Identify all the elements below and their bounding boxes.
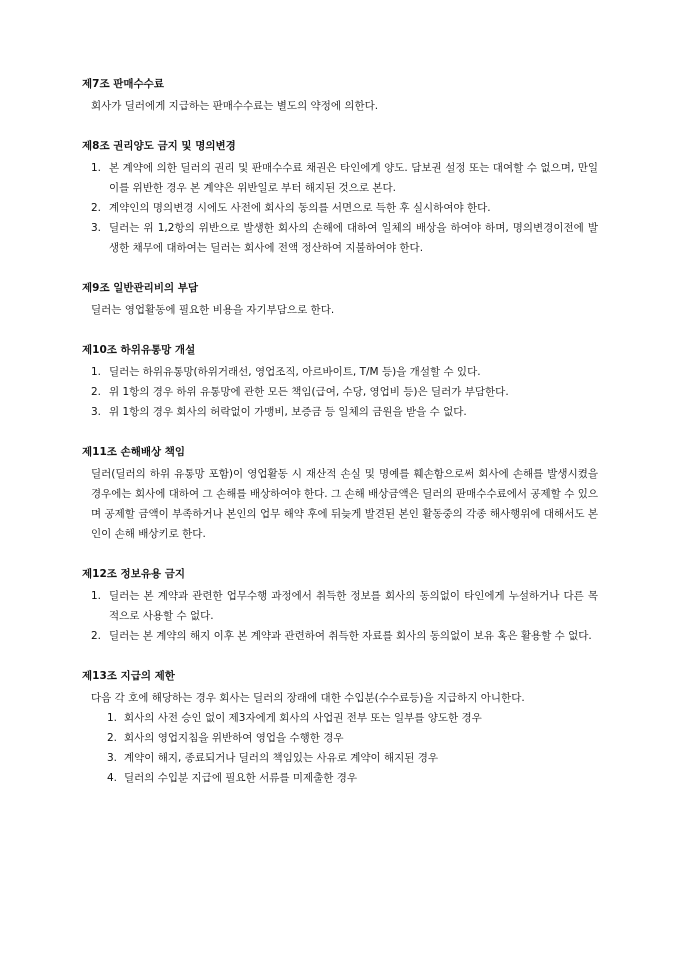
subclause-item: 4. 딜러의 수입분 지급에 필요한 서류를 미제출한 경우	[107, 772, 358, 784]
article-10	[82, 342, 598, 422]
clause-item: 1. 딜러는 본 계약과 관련한 업무수행 과정에서 취득한 정보를 회사의 동의없이 타인에게 누설하거나 다른 목적으로 사용할 수 없다.	[91, 590, 598, 622]
clause-item: 3. 위 1항의 경우 회사의 허락없이 가맹비, 보증금 등 일체의 금원을 받을 수 없다.	[91, 406, 467, 418]
article-heading: 제12조 정보유용 금지	[82, 568, 186, 580]
subclause-item: 1. 회사의 사전 승인 없이 제3자에게 회사의 사업권 전부 또는 일부를 양도한 경우	[107, 712, 482, 724]
subclause-item: 2. 회사의 영업지침을 위반하여 영업을 수행한 경우	[107, 732, 344, 744]
article-clause-list	[82, 586, 598, 646]
article-heading: 제9조 일반관리비의 부담	[82, 282, 199, 294]
clause-item: 1. 딜러는 하위유통망(하위거래선, 영업조직, 아르바이트, T/M 등)을 개설할 수 있다.	[91, 366, 481, 378]
subclause-item: 3. 계약이 해지, 종료되거나 딜러의 책임있는 사유로 계약이 해지된 경우	[107, 752, 439, 764]
article-11	[82, 444, 598, 544]
article-heading: 제7조 판매수수료	[82, 78, 164, 90]
article-body: 딜러는 영업활동에 필요한 비용을 자기부담으로 한다.	[91, 304, 335, 316]
article-heading: 제8조 권리양도 금지 및 명의변경	[82, 140, 236, 152]
clause-item: 3. 딜러는 위 1,2항의 위반으로 발생한 회사의 손해에 대하여 일체의 배상을 하여야 하며, 명의변경이전에 발생한 채무에 대하여는 딜러는 회사에 전액 정산하여 지불하여야 한다.	[91, 222, 598, 254]
article-clause-list	[82, 158, 598, 258]
clause-item: 2. 딜러는 본 계약의 해지 이후 본 계약과 관련하여 취득한 자료를 회사의 동의없이 보유 혹은 활용할 수 없다.	[91, 630, 592, 642]
article-heading: 제10조 하위유통망 개설	[82, 344, 196, 356]
article-clause-list	[82, 362, 598, 422]
clause-item: 2. 위 1항의 경우 하위 유통망에 관한 모든 책임(급여, 수당, 영업비 등)은 딜러가 부담한다.	[91, 386, 509, 398]
article-heading: 제11조 손해배상 책임	[82, 446, 186, 458]
article-13	[82, 668, 598, 788]
clause-item: 1. 본 계약에 의한 딜러의 권리 및 판매수수료 채권은 타인에게 양도. 담보권 설정 또는 대여할 수 없으며, 만일 이를 위반한 경우 본 계약은 위반일로 부터 해지된 것으로 본다.	[91, 162, 598, 194]
clause-item: 2. 계약인의 명의변경 시에도 사전에 회사의 동의를 서면으로 득한 후 실시하여야 한다.	[91, 202, 491, 214]
article-12	[82, 566, 598, 646]
article-body: 다음 각 호에 해당하는 경우 회사는 딜러의 장래에 대한 수입분(수수료등)을 지급하지 아니한다.	[91, 692, 525, 704]
article-body: 딜러(딜러의 하위 유통망 포함)이 영업활동 시 재산적 손실 및 명예를 훼손함으로써 회사에 손해를 발생시켰을 경우에는 회사에 대하여 그 손해를 배상하여야 한다. 그 손해 배상금액은 딜러의 판매수수료에서 공제할 수 있으며 공제할 금액이 부족하거나 본인의 업무 해약 후에 뒤늦게 발견된 본인 활동중의 각종 해사행위에 대해서도 본인이 손해 배상키로 한다.	[91, 468, 598, 540]
article-8	[82, 138, 598, 258]
article-heading: 제13조 지급의 제한	[82, 670, 175, 682]
article-7	[82, 76, 598, 116]
article-9	[82, 280, 598, 320]
article-body: 회사가 딜러에게 지급하는 판매수수료는 별도의 약정에 의한다.	[91, 100, 379, 112]
article-subclause-list	[82, 708, 598, 788]
